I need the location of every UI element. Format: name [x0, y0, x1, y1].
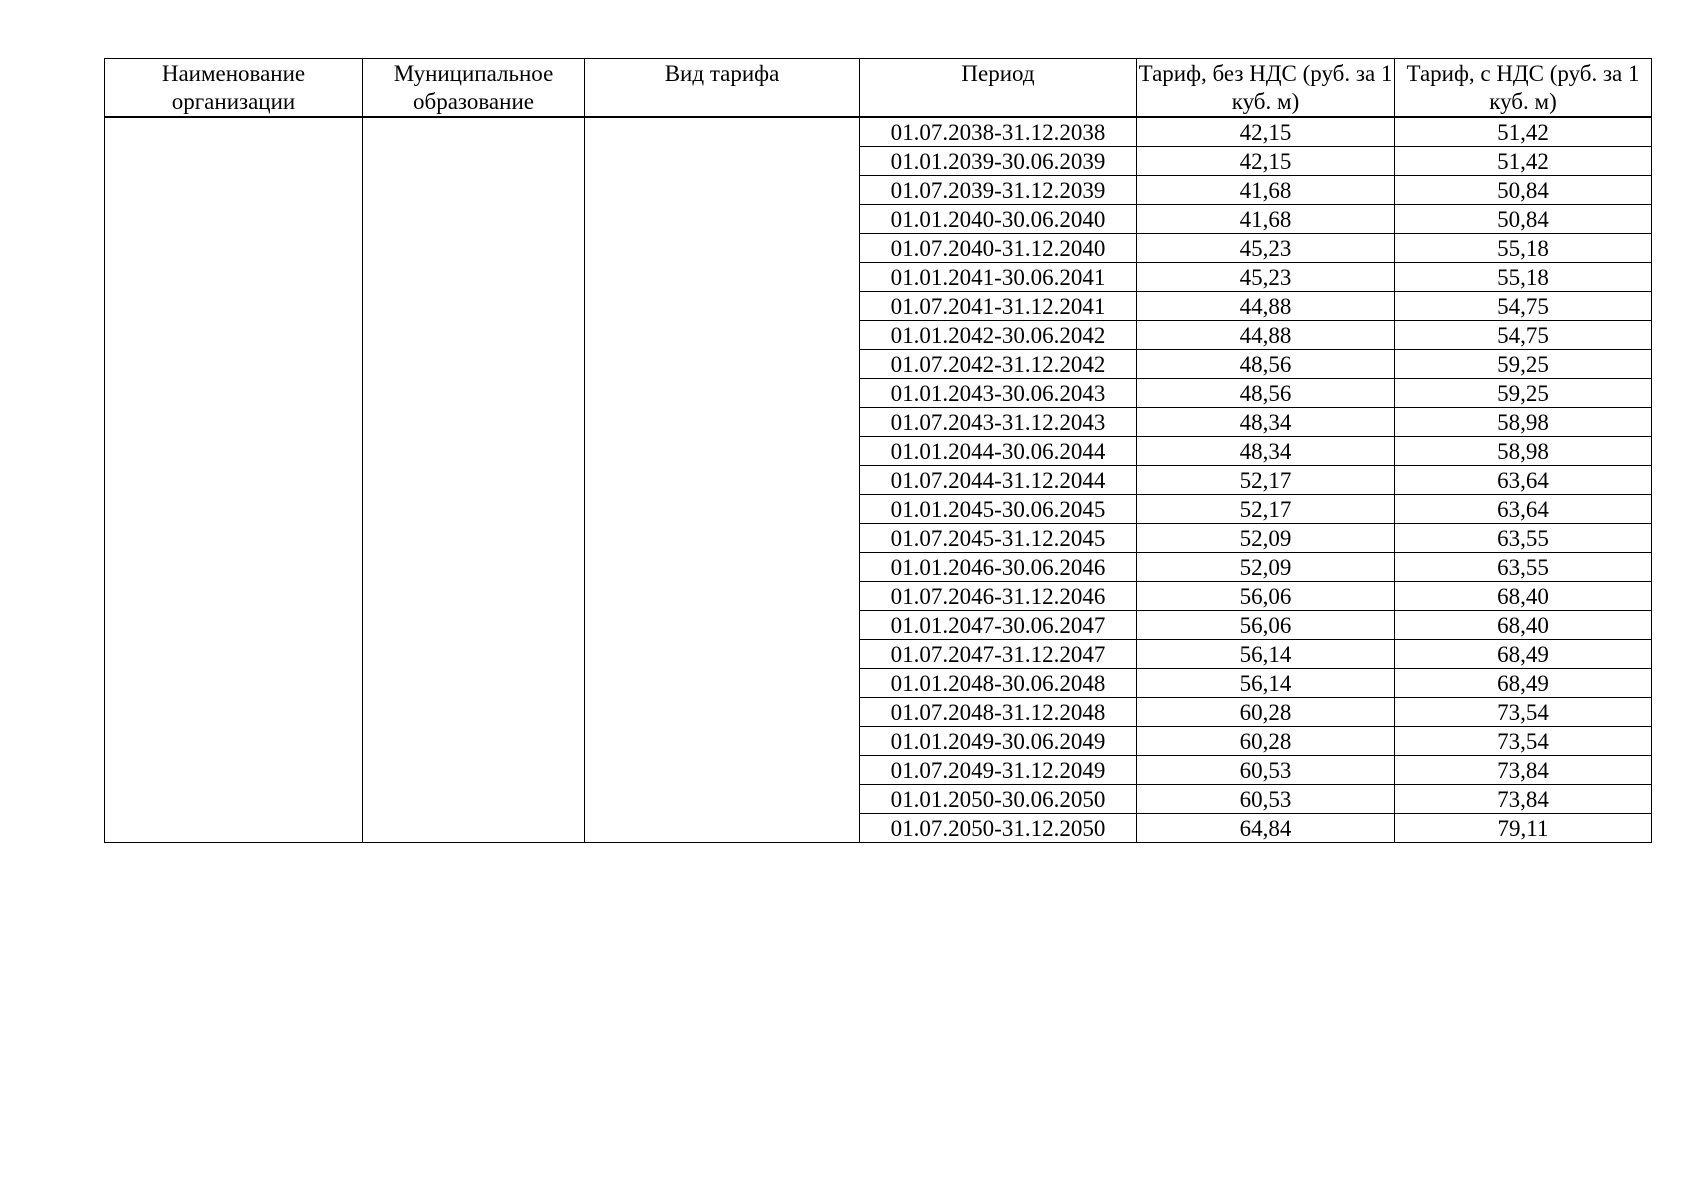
tariff-with-vat-cell: 68,49 [1395, 669, 1652, 698]
tariff-with-vat-cell: 59,25 [1395, 350, 1652, 379]
tariff-table [104, 58, 1652, 843]
period-cell: 01.07.2050-31.12.2050 [860, 814, 1137, 843]
period-cell: 01.07.2039-31.12.2039 [860, 176, 1137, 205]
tariff-with-vat-cell: 73,54 [1395, 698, 1652, 727]
header-tariff-without-vat: Тариф, без НДС (руб. за 1 куб. м) [1137, 59, 1395, 118]
tariff-without-vat-cell: 44,88 [1137, 321, 1395, 350]
period-cell: 01.07.2048-31.12.2048 [860, 698, 1137, 727]
header-organization: Наименование организации [105, 59, 363, 118]
tariff-without-vat-cell: 60,28 [1137, 727, 1395, 756]
tariff-with-vat-cell: 51,42 [1395, 117, 1652, 147]
tariff-with-vat-cell: 54,75 [1395, 292, 1652, 321]
tariff-without-vat-cell: 52,09 [1137, 524, 1395, 553]
tariff-without-vat-cell: 44,88 [1137, 292, 1395, 321]
tariff-with-vat-cell: 50,84 [1395, 176, 1652, 205]
tariff-without-vat-cell: 48,34 [1137, 437, 1395, 466]
tariff-without-vat-cell: 56,06 [1137, 582, 1395, 611]
period-cell: 01.07.2043-31.12.2043 [860, 408, 1137, 437]
tariff-without-vat-cell: 48,56 [1137, 379, 1395, 408]
municipality-cell [363, 117, 585, 843]
tariff-without-vat-cell: 60,28 [1137, 698, 1395, 727]
period-cell: 01.07.2046-31.12.2046 [860, 582, 1137, 611]
tariff-with-vat-cell: 50,84 [1395, 205, 1652, 234]
tariff-with-vat-cell: 73,84 [1395, 756, 1652, 785]
tariff-with-vat-cell: 63,64 [1395, 495, 1652, 524]
tariff-kind-cell [585, 117, 860, 843]
table-header-row [105, 59, 1652, 118]
tariff-with-vat-cell: 68,40 [1395, 611, 1652, 640]
tariff-with-vat-cell: 55,18 [1395, 263, 1652, 292]
tariff-without-vat-cell: 52,17 [1137, 495, 1395, 524]
tariff-without-vat-cell: 42,15 [1137, 147, 1395, 176]
tariff-with-vat-cell: 54,75 [1395, 321, 1652, 350]
period-cell: 01.01.2042-30.06.2042 [860, 321, 1137, 350]
period-cell: 01.01.2048-30.06.2048 [860, 669, 1137, 698]
period-cell: 01.01.2044-30.06.2044 [860, 437, 1137, 466]
tariff-without-vat-cell: 48,34 [1137, 408, 1395, 437]
tariff-without-vat-cell: 60,53 [1137, 756, 1395, 785]
period-cell: 01.07.2047-31.12.2047 [860, 640, 1137, 669]
tariff-without-vat-cell: 41,68 [1137, 205, 1395, 234]
header-municipality: Муниципальное образование [363, 59, 585, 118]
period-cell: 01.01.2046-30.06.2046 [860, 553, 1137, 582]
header-tariff-with-vat: Тариф, с НДС (руб. за 1 куб. м) [1395, 59, 1652, 118]
period-cell: 01.07.2040-31.12.2040 [860, 234, 1137, 263]
period-cell: 01.01.2050-30.06.2050 [860, 785, 1137, 814]
tariff-without-vat-cell: 56,06 [1137, 611, 1395, 640]
table-row [105, 117, 1652, 147]
tariff-with-vat-cell: 55,18 [1395, 234, 1652, 263]
period-cell: 01.07.2038-31.12.2038 [860, 117, 1137, 147]
period-cell: 01.01.2047-30.06.2047 [860, 611, 1137, 640]
period-cell: 01.07.2041-31.12.2041 [860, 292, 1137, 321]
period-cell: 01.07.2042-31.12.2042 [860, 350, 1137, 379]
header-period: Период [860, 59, 1137, 118]
period-cell: 01.01.2043-30.06.2043 [860, 379, 1137, 408]
tariff-with-vat-cell: 58,98 [1395, 437, 1652, 466]
tariff-without-vat-cell: 42,15 [1137, 117, 1395, 147]
tariff-with-vat-cell: 51,42 [1395, 147, 1652, 176]
tariff-without-vat-cell: 56,14 [1137, 669, 1395, 698]
organization-cell [105, 117, 363, 843]
tariff-with-vat-cell: 68,40 [1395, 582, 1652, 611]
period-cell: 01.07.2049-31.12.2049 [860, 756, 1137, 785]
period-cell: 01.01.2049-30.06.2049 [860, 727, 1137, 756]
period-cell: 01.01.2040-30.06.2040 [860, 205, 1137, 234]
period-cell: 01.07.2045-31.12.2045 [860, 524, 1137, 553]
tariff-with-vat-cell: 79,11 [1395, 814, 1652, 843]
tariff-without-vat-cell: 56,14 [1137, 640, 1395, 669]
period-cell: 01.01.2045-30.06.2045 [860, 495, 1137, 524]
tariff-with-vat-cell: 63,64 [1395, 466, 1652, 495]
tariff-without-vat-cell: 52,17 [1137, 466, 1395, 495]
period-cell: 01.01.2039-30.06.2039 [860, 147, 1137, 176]
tariff-without-vat-cell: 48,56 [1137, 350, 1395, 379]
header-tariff-kind: Вид тарифа [585, 59, 860, 118]
tariff-with-vat-cell: 58,98 [1395, 408, 1652, 437]
tariff-with-vat-cell: 73,84 [1395, 785, 1652, 814]
tariff-with-vat-cell: 59,25 [1395, 379, 1652, 408]
tariff-without-vat-cell: 45,23 [1137, 263, 1395, 292]
period-cell: 01.01.2041-30.06.2041 [860, 263, 1137, 292]
tariff-with-vat-cell: 73,54 [1395, 727, 1652, 756]
tariff-without-vat-cell: 64,84 [1137, 814, 1395, 843]
period-cell: 01.07.2044-31.12.2044 [860, 466, 1137, 495]
table-body [105, 117, 1652, 843]
tariff-without-vat-cell: 45,23 [1137, 234, 1395, 263]
tariff-without-vat-cell: 41,68 [1137, 176, 1395, 205]
tariff-without-vat-cell: 60,53 [1137, 785, 1395, 814]
tariff-with-vat-cell: 68,49 [1395, 640, 1652, 669]
tariff-with-vat-cell: 63,55 [1395, 553, 1652, 582]
tariff-with-vat-cell: 63,55 [1395, 524, 1652, 553]
tariff-without-vat-cell: 52,09 [1137, 553, 1395, 582]
